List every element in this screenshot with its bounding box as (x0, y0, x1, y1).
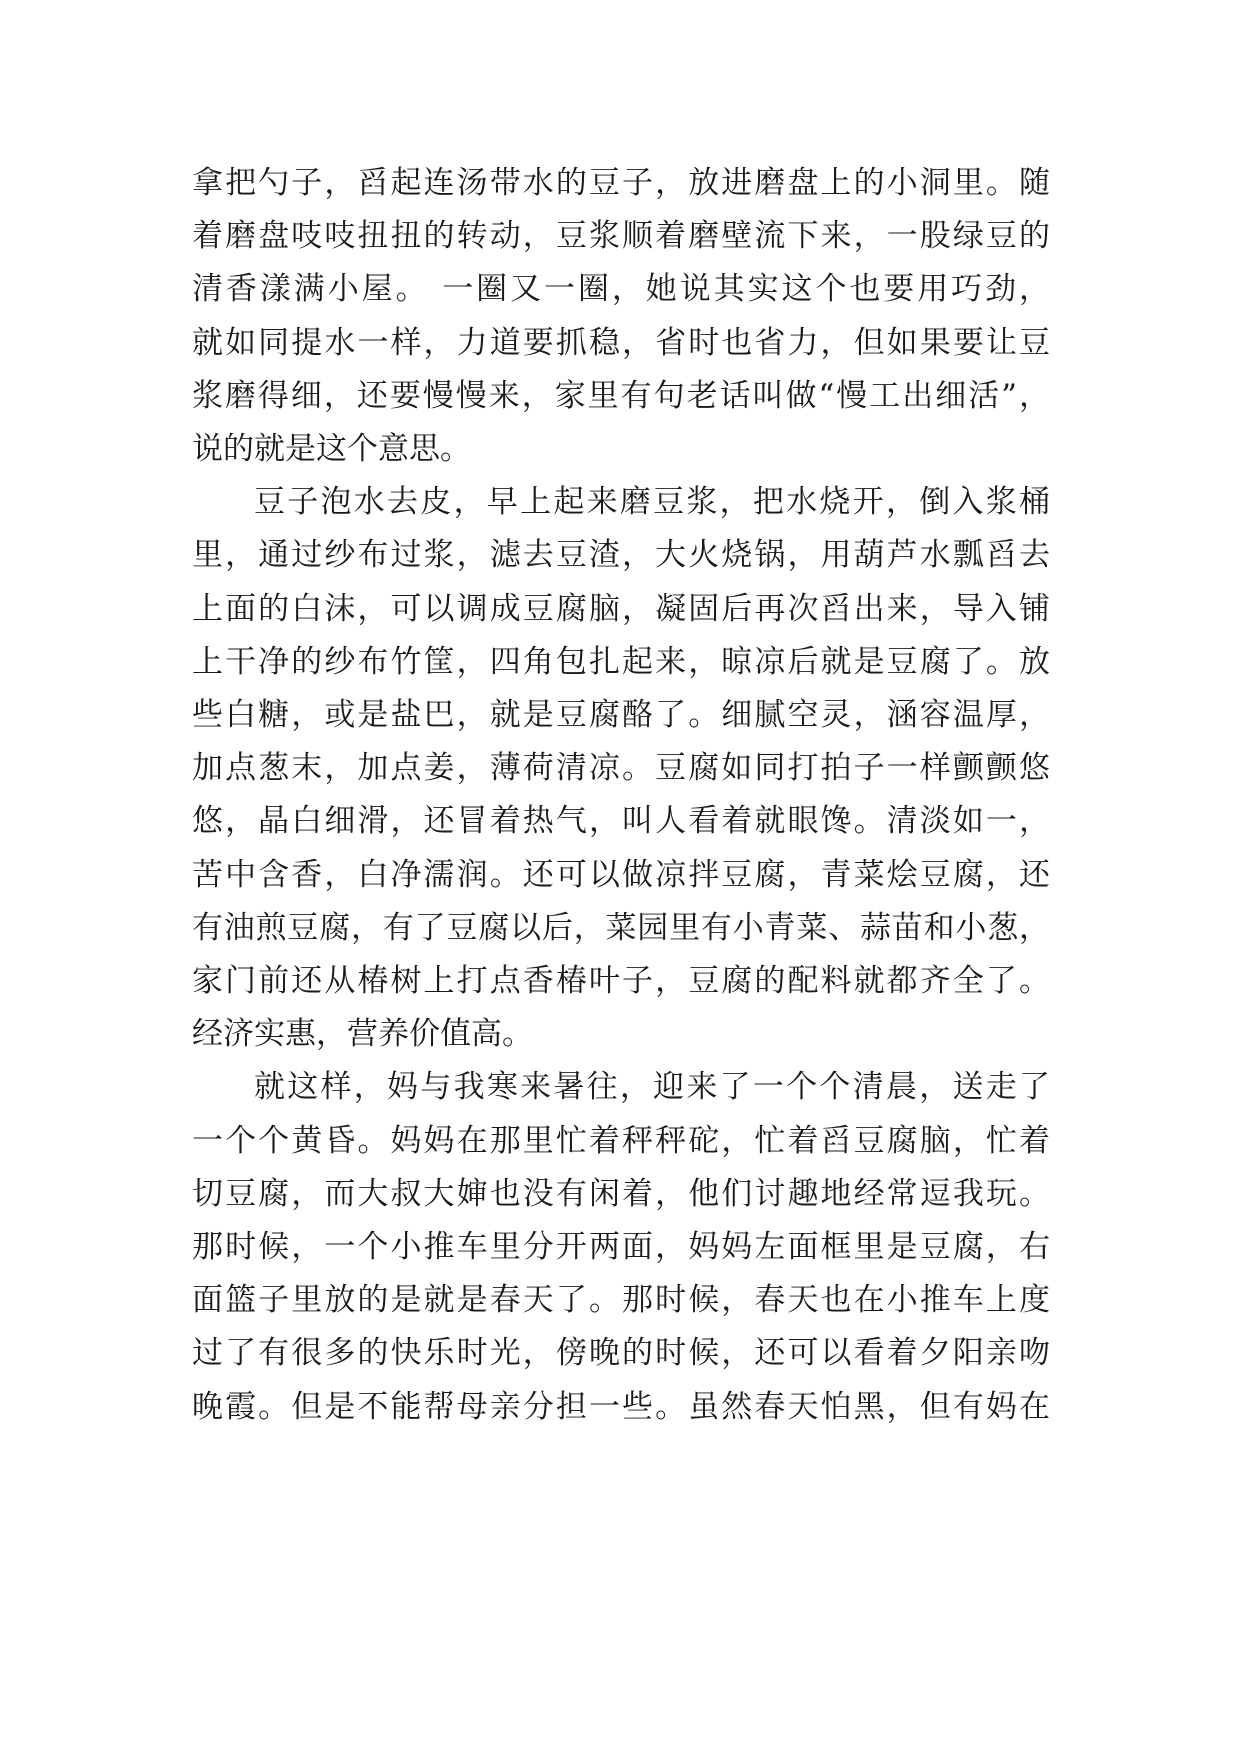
text-line: 加点葱末，加点姜，薄荷清凉。豆腐如同打拍子一样颤颤悠 (192, 750, 1050, 786)
text-line: 拿把勺子，舀起连汤带水的豆子，放进磨盘上的小洞里。随 (192, 165, 1050, 201)
text-line: 些白糖，或是盐巴，就是豆腐酪了。细腻空灵，涵容温厚， (192, 697, 1050, 733)
text-line: 苦中含香，白净濡润。还可以做凉拌豆腐，青菜烩豆腐，还 (192, 857, 1050, 893)
text-line: 有油煎豆腐，有了豆腐以后，菜园里有小青菜、蒜苗和小葱， (192, 910, 1050, 946)
text-line: 清香漾满小屋。 一圈又一圈，她说其实这个也要用巧劲， (192, 271, 1050, 307)
text-line: 就如同提水一样，力道要抓稳，省时也省力，但如果要让豆 (192, 325, 1050, 361)
text-line: 浆磨得细，还要慢慢来，家里有句老话叫做“慢工出细活”， (192, 378, 1050, 414)
text-line: 上面的白沫，可以调成豆腐脑，凝固后再次舀出来，导入铺 (192, 591, 1050, 627)
text-line: 那时候，一个小推车里分开两面，妈妈左面框里是豆腐，右 (192, 1229, 1050, 1265)
text-line: 经济实惠，营养价值高。 (192, 1016, 533, 1052)
text-line: 悠，晶白细滑，还冒着热气，叫人看着就眼馋。清淡如一， (192, 803, 1050, 839)
text-line: 一个个黄昏。妈妈在那里忙着秤秤砣，忙着舀豆腐脑，忙着 (192, 1123, 1050, 1159)
text-line: 说的就是这个意思。 (192, 431, 471, 467)
text-line: 里，通过纱布过浆，滤去豆渣，大火烧锅，用葫芦水瓢舀去 (192, 537, 1050, 573)
text-line: 晚霞。但是不能帮母亲分担一些。虽然春天怕黑，但有妈在 (192, 1389, 1050, 1425)
text-line: 切豆腐，而大叔大婶也没有闲着，他们讨趣地经常逗我玩。 (192, 1176, 1050, 1212)
paragraph-first-line: 豆子泡水去皮，早上起来磨豆浆，把水烧开，倒入浆桶 (254, 484, 1050, 520)
paragraph-first-line: 就这样，妈与我寒来暑往，迎来了一个个清晨，送走了 (254, 1069, 1050, 1105)
text-line: 家门前还从椿树上打点香椿叶子，豆腐的配料就都齐全了。 (192, 963, 1050, 999)
text-line: 上干净的纱布竹筐，四角包扎起来，晾凉后就是豆腐了。放 (192, 644, 1050, 680)
text-line: 过了有很多的快乐时光，傍晚的时候，还可以看着夕阳亲吻 (192, 1335, 1050, 1371)
text-line: 着磨盘吱吱扭扭的转动，豆浆顺着磨壁流下来，一股绿豆的 (192, 218, 1050, 254)
text-line: 面篮子里放的是就是春天了。那时候，春天也在小推车上度 (192, 1282, 1050, 1318)
